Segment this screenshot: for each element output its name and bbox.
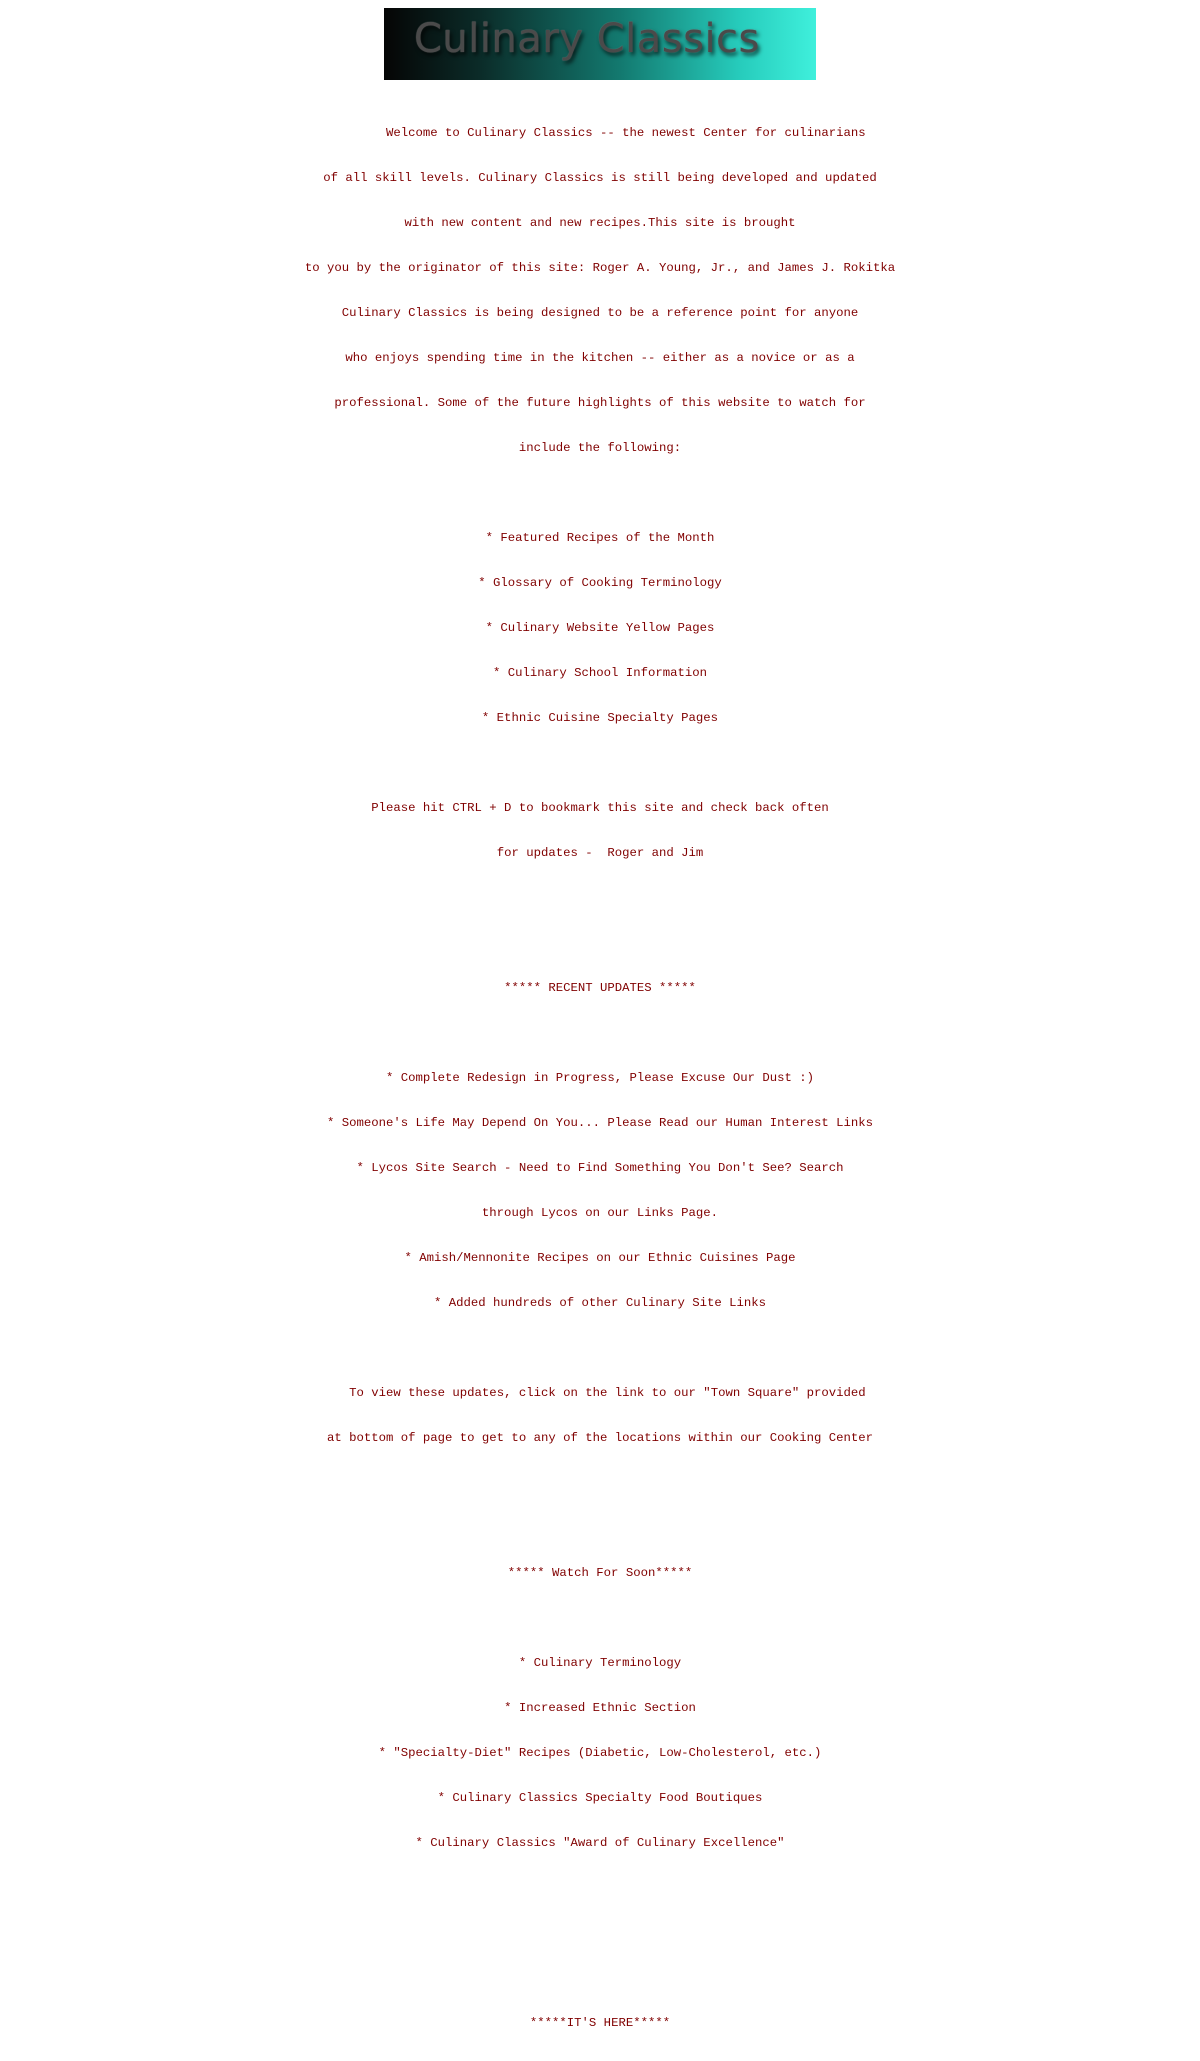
text-line: Welcome to Culinary Classics -- the newest Center for culinarians [334,126,866,140]
text-line: Culinary Classics is being designed to be a reference point for anyone [341,306,859,320]
town-square-note: To view these updates, click on the link to our "Town Square" provided [334,1386,866,1400]
highlight-item: * Featured Recipes of the Month [485,531,715,545]
update-item: * Amish/Mennonite Recipes on our Ethnic Cuisines Page [404,1251,796,1265]
highlight-item: * Culinary Website Yellow Pages [485,621,715,635]
blank-line [0,936,1200,951]
town-square-note: at bottom of page to get to any of the locations within our Cooking Center [326,1431,874,1445]
update-item: through Lycos on our Links Page. [481,1206,719,1220]
blank-line [0,1926,1200,1941]
upcoming-item: * Culinary Classics "Award of Culinary Excellence" [415,1836,785,1850]
bookmark-note: Please hit CTRL + D to bookmark this site and check back often [371,801,829,815]
watch-for-soon-heading: ***** Watch For Soon***** [507,1566,693,1580]
text-line: professional. Some of the future highlights of this website to watch for [334,396,866,410]
highlight-item: * Culinary School Information [492,666,707,680]
text-line: to you by the originator of this site: Roger A. Young, Jr., and James J. Rokitka [304,261,896,275]
blank-line [0,756,1200,771]
text-line: who enjoys spending time in the kitchen -- either as a novice or as a [345,351,855,365]
blank-line [0,1611,1200,1626]
its-here-heading: *****IT'S HERE***** [529,2016,671,2030]
blank-line [0,1026,1200,1041]
welcome-text-block [0,96,1200,2061]
recent-updates-heading: ***** RECENT UPDATES ***** [504,981,696,995]
site-banner [384,8,816,80]
update-item: * Lycos Site Search - Need to Find Something You Don't See? Search [356,1161,844,1175]
upcoming-item: * Culinary Classics Specialty Food Boutiques [437,1791,763,1805]
update-item: * Complete Redesign in Progress, Please Excuse Our Dust :) [385,1071,814,1085]
blank-line [0,1881,1200,1896]
update-item: * Added hundreds of other Culinary Site Links [433,1296,767,1310]
text-line: of all skill levels. Culinary Classics is still being developed and updated [323,171,877,185]
highlight-item: * Glossary of Cooking Terminology [478,576,722,590]
bookmark-note: for updates - Roger and Jim [496,846,704,860]
upcoming-item: * Increased Ethnic Section [504,1701,696,1715]
highlight-item: * Ethnic Cuisine Specialty Pages [481,711,719,725]
update-item: * Someone's Life May Depend On You... Please Read our Human Interest Links [326,1116,874,1130]
text-line: with new content and new recipes.This site is brought [404,216,796,230]
banner-title: Culinary Classics [414,16,760,62]
upcoming-item: * Culinary Terminology [518,1656,682,1670]
blank-line [0,486,1200,501]
blank-line [0,891,1200,906]
blank-line [0,1476,1200,1491]
blank-line [0,1971,1200,1986]
upcoming-item: * "Specialty-Diet" Recipes (Diabetic, Low-Cholesterol, etc.) [378,1746,822,1760]
text-line: include the following: [518,441,682,455]
blank-line [0,1521,1200,1536]
blank-line [0,1341,1200,1356]
